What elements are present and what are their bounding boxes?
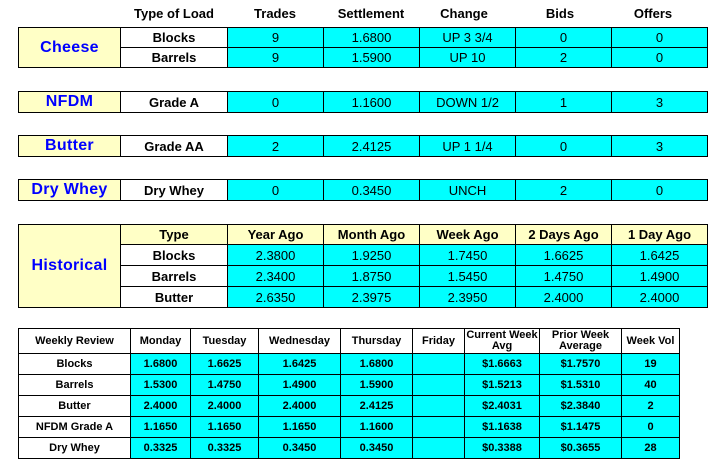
weekly-cell [413, 375, 465, 396]
historical-header-1-day-ago: 1 Day Ago [612, 225, 708, 245]
historical-header-month-ago: Month Ago [324, 225, 420, 245]
weekly-cell: 0 [622, 417, 680, 438]
weekly-row-label: Barrels [19, 375, 131, 396]
header-type-of-load: Type of Load [134, 6, 214, 21]
weekly-header-weekly-review: Weekly Review [19, 329, 131, 354]
weekly-cell: 1.4750 [191, 375, 259, 396]
historical-cell: 2.6350 [228, 287, 324, 308]
weekly-header-week-vol: Week Vol [622, 329, 680, 354]
cheese-blocks-change: UP 3 3/4 [420, 28, 516, 48]
historical-header-type: Type [121, 225, 228, 245]
weekly-cell: $0.3388 [465, 438, 540, 459]
cheese-barrels-type: Barrels [121, 48, 228, 68]
cheese-blocks-offers: 0 [612, 28, 708, 48]
historical-row-label: Blocks [121, 245, 228, 266]
weekly-cell: 0.3325 [131, 438, 191, 459]
weekly-cell: $2.4031 [465, 396, 540, 417]
weekly-cell: 1.1650 [131, 417, 191, 438]
historical-cell: 2.4000 [516, 287, 612, 308]
nfdm-type: Grade A [121, 92, 228, 113]
nfdm-change: DOWN 1/2 [420, 92, 516, 113]
header-settlement: Settlement [337, 6, 405, 21]
cheese-table [18, 27, 708, 68]
drywhey-table [18, 179, 708, 201]
drywhey-trades: 0 [228, 180, 324, 201]
butter-table [18, 135, 708, 157]
historical-header-year-ago: Year Ago [228, 225, 324, 245]
cheese-barrels-trades: 9 [228, 48, 324, 68]
nfdm-table [18, 91, 708, 113]
butter-settlement: 2.4125 [324, 136, 420, 157]
weekly-cell: 1.4900 [259, 375, 341, 396]
weekly-cell: 1.1600 [341, 417, 413, 438]
weekly-header-current-week-avg: Current Week Avg [466, 329, 538, 352]
drywhey-offers: 0 [612, 180, 708, 201]
cheese-blocks-bids: 0 [516, 28, 612, 48]
butter-offers: 3 [612, 136, 708, 157]
weekly-cell: $1.1475 [540, 417, 622, 438]
historical-cell: 1.7450 [420, 245, 516, 266]
butter-label: Butter [19, 136, 121, 157]
weekly-cell: $1.6663 [465, 354, 540, 375]
butter-bids: 0 [516, 136, 612, 157]
weekly-cell: 19 [622, 354, 680, 375]
header-bids: Bids [545, 6, 575, 21]
cheese-blocks-trades: 9 [228, 28, 324, 48]
historical-header-2-days-ago: 2 Days Ago [516, 225, 612, 245]
header-change: Change [440, 6, 488, 21]
header-trades: Trades [254, 6, 296, 21]
historical-cell: 2.3800 [228, 245, 324, 266]
historical-cell: 1.4900 [612, 266, 708, 287]
weekly-header-friday: Friday [413, 329, 465, 354]
historical-cell: 2.3975 [324, 287, 420, 308]
historical-cell: 1.5450 [420, 266, 516, 287]
historical-cell: 1.8750 [324, 266, 420, 287]
weekly-cell: 1.5900 [341, 375, 413, 396]
drywhey-settlement: 0.3450 [324, 180, 420, 201]
historical-cell: 2.3400 [228, 266, 324, 287]
historical-row-label: Barrels [121, 266, 228, 287]
cheese-label: Cheese [19, 28, 121, 68]
weekly-cell: 0.3450 [341, 438, 413, 459]
weekly-cell [413, 396, 465, 417]
weekly-cell [413, 417, 465, 438]
nfdm-offers: 3 [612, 92, 708, 113]
weekly-cell: 1.6625 [191, 354, 259, 375]
weekly-cell: 0.3450 [259, 438, 341, 459]
historical-cell: 1.4750 [516, 266, 612, 287]
drywhey-bids: 2 [516, 180, 612, 201]
cheese-barrels-offers: 0 [612, 48, 708, 68]
cheese-barrels-bids: 2 [516, 48, 612, 68]
historical-label: Historical [19, 225, 121, 308]
weekly-cell [413, 354, 465, 375]
nfdm-trades: 0 [228, 92, 324, 113]
cheese-blocks-type: Blocks [121, 28, 228, 48]
historical-table [18, 224, 708, 308]
weekly-cell: 0.3325 [191, 438, 259, 459]
cheese-blocks-settlement: 1.6800 [324, 28, 420, 48]
weekly-cell: 2.4000 [191, 396, 259, 417]
weekly-cell: $0.3655 [540, 438, 622, 459]
weekly-cell: 1.6800 [131, 354, 191, 375]
drywhey-type: Dry Whey [121, 180, 228, 201]
weekly-cell: 2.4000 [259, 396, 341, 417]
weekly-review-table [18, 328, 680, 459]
weekly-header-monday: Monday [131, 329, 191, 354]
weekly-cell: 1.1650 [191, 417, 259, 438]
nfdm-label: NFDM [19, 92, 121, 113]
weekly-cell: $2.3840 [540, 396, 622, 417]
weekly-row-label: NFDM Grade A [19, 417, 131, 438]
drywhey-label: Dry Whey [19, 180, 121, 201]
weekly-cell: 28 [622, 438, 680, 459]
historical-cell: 1.9250 [324, 245, 420, 266]
butter-type: Grade AA [121, 136, 228, 157]
weekly-row-label: Butter [19, 396, 131, 417]
weekly-cell: 2 [622, 396, 680, 417]
weekly-cell: 1.6800 [341, 354, 413, 375]
butter-change: UP 1 1/4 [420, 136, 516, 157]
weekly-cell: 1.6425 [259, 354, 341, 375]
weekly-row-label: Dry Whey [19, 438, 131, 459]
weekly-cell: $1.1638 [465, 417, 540, 438]
cheese-barrels-settlement: 1.5900 [324, 48, 420, 68]
weekly-cell: $1.5310 [540, 375, 622, 396]
weekly-cell: 1.5300 [131, 375, 191, 396]
header-offers: Offers [633, 6, 673, 21]
weekly-header-prior-week-average: Prior Week Average [540, 329, 622, 354]
weekly-header-thursday: Thursday [341, 329, 413, 354]
weekly-cell: 40 [622, 375, 680, 396]
historical-cell: 1.6625 [516, 245, 612, 266]
drywhey-change: UNCH [420, 180, 516, 201]
historical-header-week-ago: Week Ago [420, 225, 516, 245]
weekly-header-wednesday: Wednesday [259, 329, 341, 354]
weekly-cell: 1.1650 [259, 417, 341, 438]
nfdm-bids: 1 [516, 92, 612, 113]
weekly-cell: $1.5213 [465, 375, 540, 396]
historical-cell: 1.6425 [612, 245, 708, 266]
cheese-barrels-change: UP 10 [420, 48, 516, 68]
historical-cell: 2.4000 [612, 287, 708, 308]
butter-trades: 2 [228, 136, 324, 157]
historical-row-label: Butter [121, 287, 228, 308]
weekly-header-tuesday: Tuesday [191, 329, 259, 354]
weekly-row-label: Blocks [19, 354, 131, 375]
weekly-cell: 2.4000 [131, 396, 191, 417]
nfdm-settlement: 1.1600 [324, 92, 420, 113]
historical-cell: 2.3950 [420, 287, 516, 308]
weekly-cell: $1.7570 [540, 354, 622, 375]
weekly-cell: 2.4125 [341, 396, 413, 417]
weekly-cell [413, 438, 465, 459]
